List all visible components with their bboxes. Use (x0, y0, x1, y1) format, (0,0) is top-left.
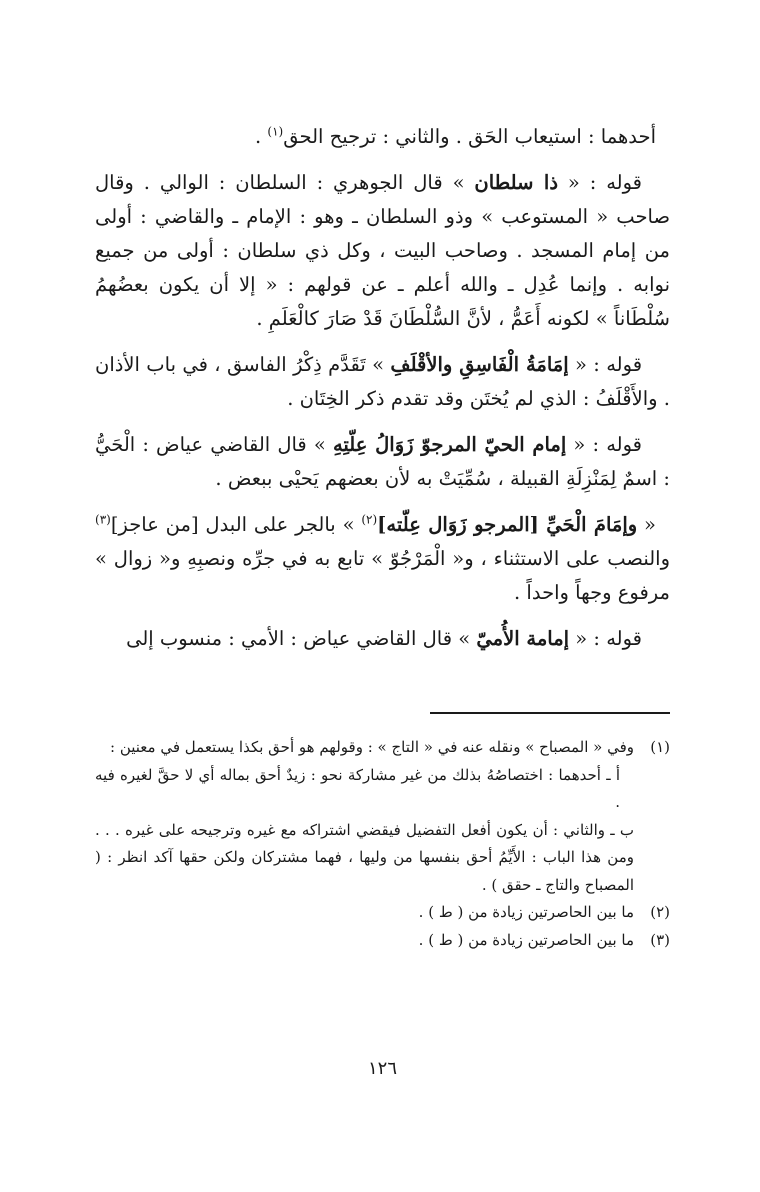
paragraph (95, 348, 670, 416)
quoted-term: وإمَامَ الْحَيِّ [المرجو زَوَال عِلّته] (377, 513, 638, 536)
text-run: » قال القاضي عياض : الأمي : منسوب إلى (126, 627, 477, 650)
quoted-term: إمامة الأُميّ (476, 627, 570, 650)
footnote-ref: (٣) (95, 512, 111, 527)
paragraph (95, 120, 670, 154)
main-text (95, 120, 670, 656)
paragraph (95, 508, 670, 610)
footnote-text: ما بين الحاصرتين زيادة من ( ط ) . (418, 930, 634, 949)
text-run: قوله : « (558, 171, 642, 194)
footnote-number: (٣) (650, 930, 670, 949)
text-run: « (637, 513, 656, 536)
footnote-1-item-b: ب ـ والثاني : أن يكون أفعل التفضيل فيقضي اشتراكه مع غيره وترجيحه على غيره . . . ومن هذا الباب : الأَيِّمُ أحق بنفسها من وليها ، فهما مشتركان ولكن حقها آكد انظر : ( المصباح والتاج ـ حقق ) . (95, 820, 634, 894)
quoted-term: إمَامَةُ الْفَاسِقِ والأقْلَفِ (390, 353, 569, 376)
paragraph (95, 166, 670, 336)
text-run: قوله : « (569, 627, 642, 650)
text-run: أحدهما : استيعاب الحَق . والثاني : ترجيح الحق (283, 125, 656, 148)
footnote-1 (95, 734, 670, 762)
footnote-2 (95, 899, 670, 927)
footnote-ref: (١) (267, 124, 284, 139)
text-run: » بالجر على البدل [من عاجز] (110, 513, 362, 536)
footnote-divider (430, 712, 670, 714)
quoted-term: ذا سلطان (474, 171, 559, 194)
quoted-term: إمام الحيّ المرجوّ زَوَالُ عِلّتِهِ (332, 433, 567, 456)
footnote-text: وفي « المصباح » ونقله عنه في « التاج » : وقولهم هو أحق بكذا يستعمل في معنين : (110, 738, 634, 756)
footnotes (95, 734, 670, 954)
footnote-text: ما بين الحاصرتين زيادة من ( ط ) . (418, 903, 634, 921)
text-run: » قال الجوهري : السلطان : الوالي . وقال صاحب « المستوعب » وذو السلطان ـ وهو : الإمام ـ والقاضي : أولى من إمام المسجد . وصاحب البيت ، وكل ذي سلطان : أولى من جميع نوابه . وإنما عُدِل ـ والله أعلم ـ عن قولهم : « إلا أن يكون بعضُهمُ سُلْطَاناً » لكونه أَعَمُّ ، لأنَّ السُّلْطَانَ قَدْ صَارَ كالْعَلَمِ . (95, 171, 670, 330)
page-number: ١٢٦ (367, 1058, 397, 1079)
text-run: قوله : « (568, 353, 643, 376)
book-page (95, 120, 670, 1120)
text-run: والنصب على الاستثناء ، و« الْمَرْجُوّ » تابع به في جرِّه ونصبِهِ و« زوال » مرفوع وجهاً واحداً . (95, 547, 670, 604)
footnote-number: (٢) (650, 903, 670, 921)
paragraph (95, 428, 670, 496)
paragraph (95, 622, 670, 656)
text-run: » قال القاضي عياض : الْحَيُّ : اسمٌ لِمَنْزِلَةِ القبيلة ، سُمِّيَتْ به لأن بعضهم يَحيْى ببعض . (95, 433, 670, 490)
text-run: . (254, 125, 268, 148)
footnote-number: (١) (650, 738, 670, 756)
footnote-1-item-a: أ ـ أحدهما : اختصاصُهُ بذلك من غير مشاركة نحو : زيدٌ أحق بماله أي لا حقَّ لغيره فيه . (95, 765, 620, 811)
footnote-3 (95, 927, 670, 955)
text-run: قوله : « (566, 433, 642, 456)
text-run: » تَقَدَّم ذِكْرُ الفاسق ، في باب الأذان . والأَقْلَفُ : الذي لم يُختَن وقد تقدم ذكر الخِتَان . (95, 353, 670, 410)
footnote-ref: (٢) (361, 512, 378, 527)
